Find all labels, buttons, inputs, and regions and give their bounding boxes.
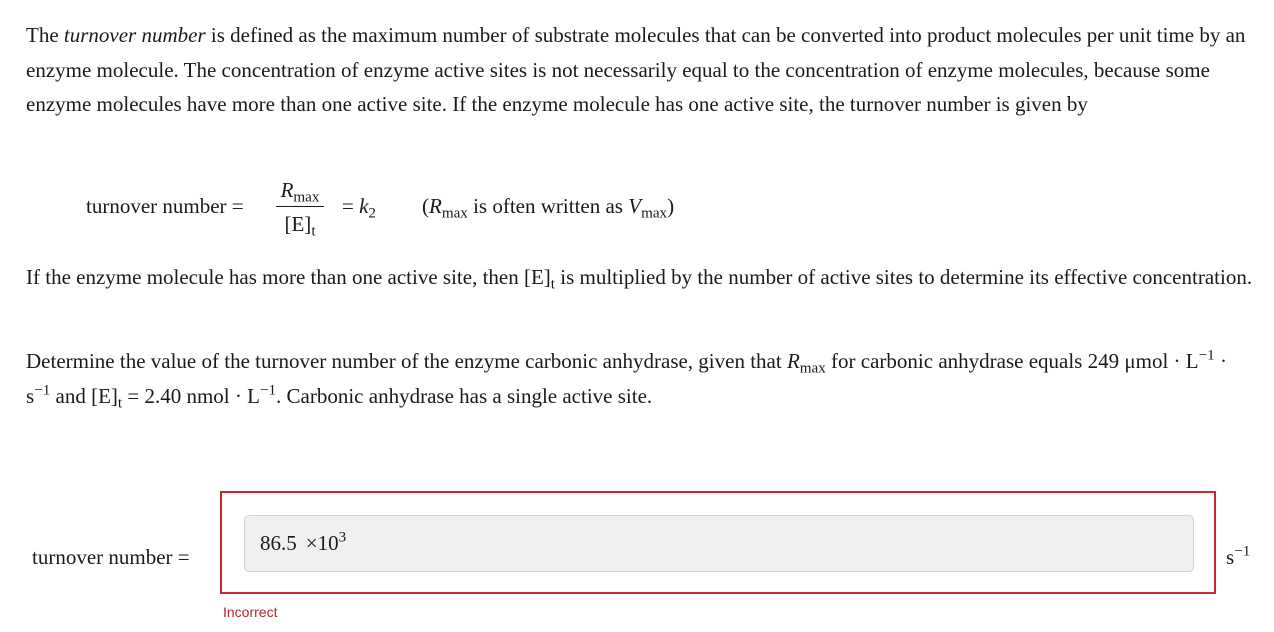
fraction-bar xyxy=(276,206,324,207)
rmax-over-et-fraction xyxy=(276,176,324,238)
answer-exponent: 3 xyxy=(338,529,347,546)
question-paragraph: Determine the value of the turnover number of the enzyme carbonic anhydrase, given that $R_{max}$ for carbonic anhydrase equals 249 $\mu mol \cdot L^{-1} \cdot s^{-1}$ and $[E]_t = 2.40$ nmol · $L^{-1}$. Carbonic anhydrase has a single active site. xyxy=(26,347,1227,412)
equation-rhs: = $k_2$ xyxy=(342,194,376,222)
answer-unit: $s^{-1}$ xyxy=(1226,543,1251,569)
answer-label: turnover number = xyxy=(32,545,190,569)
scientific-notation: $\times 10^3$ xyxy=(305,529,347,555)
fraction-numerator: $R_{max}$ xyxy=(280,178,320,206)
turnover-number-term: turnover number xyxy=(63,23,206,47)
incorrect-status: Incorrect xyxy=(223,604,278,620)
answer-value: 86.5 xyxy=(260,531,297,555)
multiple-sites-paragraph: If the enzyme molecule has more than one active site, then $[E]_t$ is multiplied by the number of active sites to determine its effective concentration. xyxy=(26,265,1253,293)
equation-note: ($R_{max}$ is often written as $V_{max}$) xyxy=(422,194,675,222)
fraction-denominator: $[E]_t$ xyxy=(284,212,316,240)
intro-paragraph: The turnover number is defined as the maximum number of substrate molecules that can be converted into product molecules per unit time by an enzyme molecule. The concentration of enzyme active sites is not necessarily equal to the concentration of enzyme molecules, because some enzyme molecules have more than one active site. If the enzyme molecule has one active site, the turnover number is given by xyxy=(26,23,1246,116)
equation-lhs: turnover number = xyxy=(86,194,244,218)
turnover-number-input[interactable] xyxy=(244,515,1194,572)
